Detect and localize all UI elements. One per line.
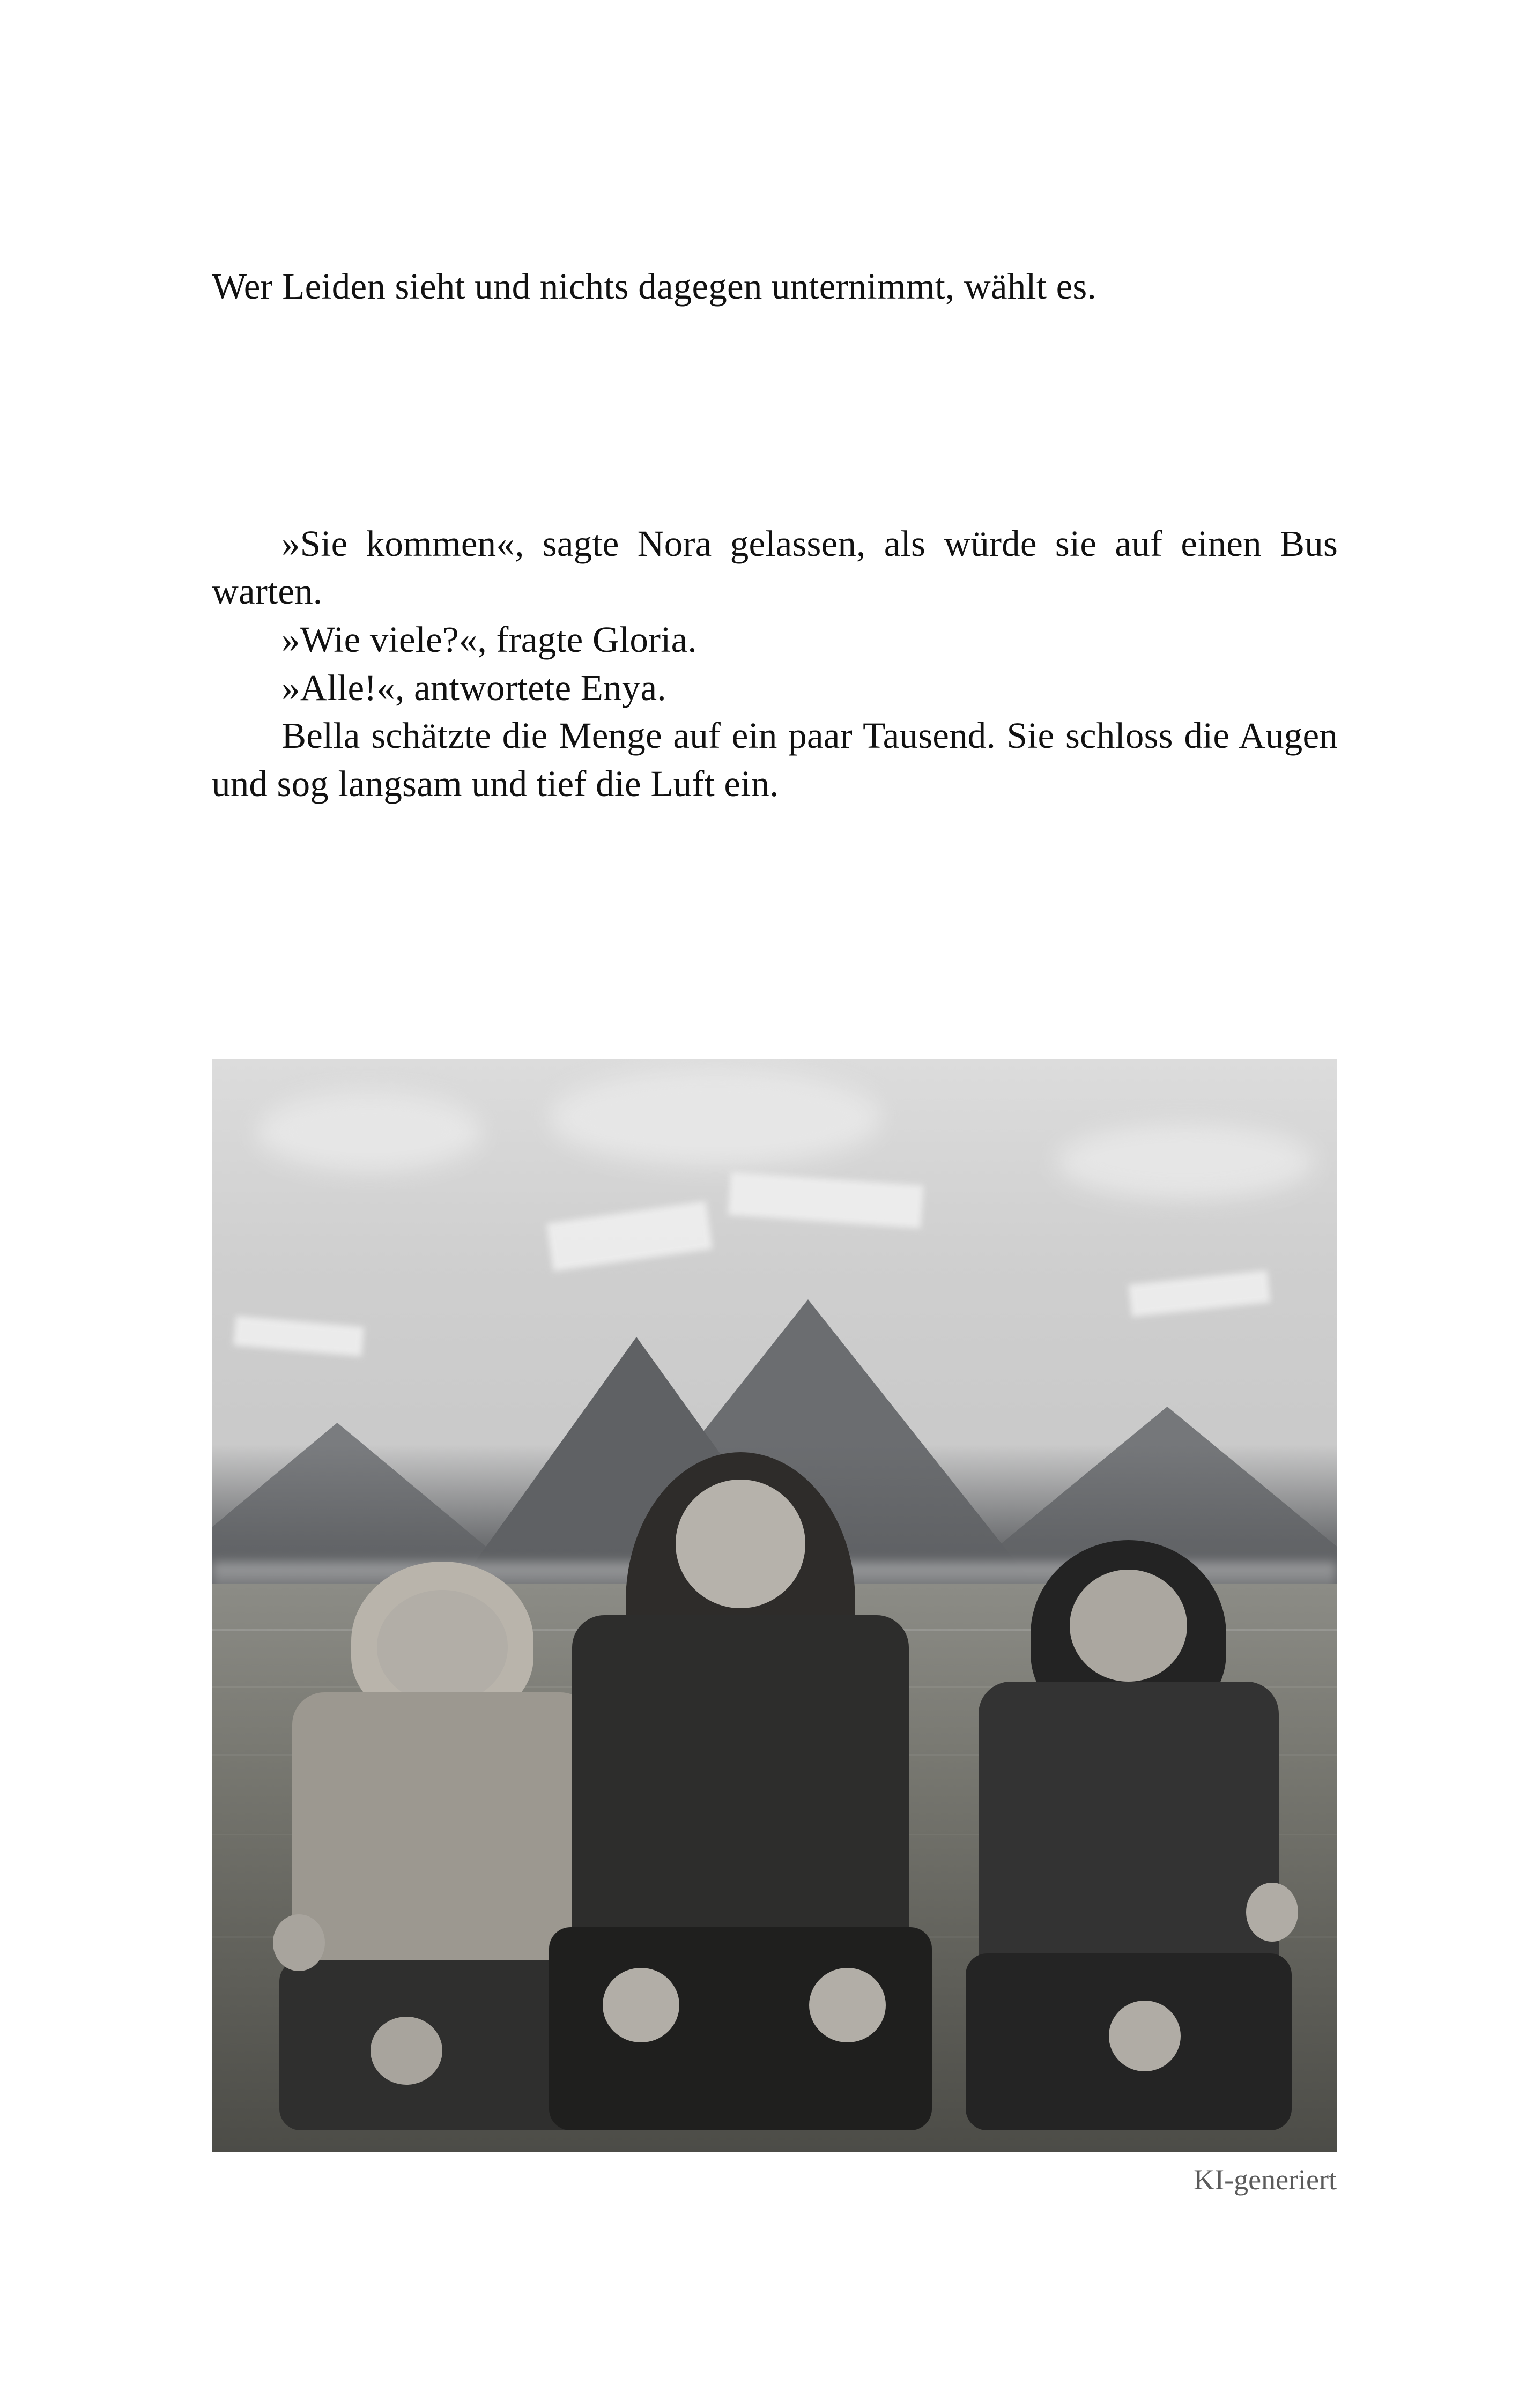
person-center bbox=[549, 1452, 931, 2130]
paragraph-1: »Sie kommen«, sagte Nora gelassen, als würde sie auf einen Bus warten. bbox=[212, 523, 1338, 612]
paragraph-2: »Wie viele?«, fragte Gloria. bbox=[281, 619, 697, 660]
person-right bbox=[966, 1540, 1292, 2131]
cloud-shape bbox=[549, 1069, 881, 1166]
illustration-meditating-women bbox=[212, 1059, 1337, 2152]
text-column bbox=[212, 263, 1338, 808]
cloud-shape bbox=[257, 1091, 482, 1172]
figure-caption: KI-generiert bbox=[1194, 2164, 1337, 2196]
cloud-shape bbox=[1057, 1124, 1314, 1199]
vertical-spacer bbox=[212, 311, 1338, 520]
paragraph-4: Bella schätzte die Menge auf ein paar Tausend. Sie schloss die Augen und sog langsam und tief die Luft ein. bbox=[212, 715, 1338, 805]
figure-block bbox=[212, 1059, 1337, 2152]
epigraph-text: Wer Leiden sieht und nichts dagegen unternimmt, wählt es. bbox=[212, 266, 1096, 307]
paragraph-3: »Alle!«, antwortete Enya. bbox=[281, 667, 666, 708]
